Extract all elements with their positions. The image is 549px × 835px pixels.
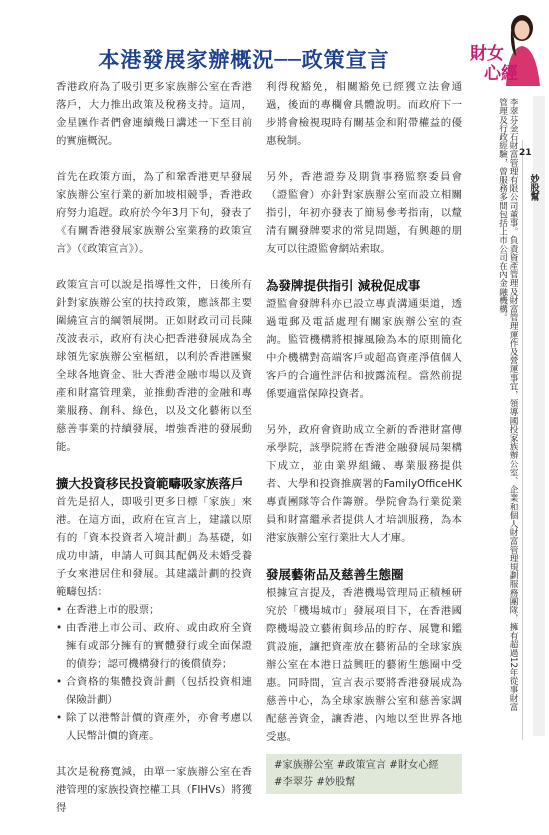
paragraph: 另外，政府會資助成立全新的香港財富傳承學院，該學院將在香港金融發展局架構下成立，並由業界組織、專業服務提供者、大學和投資推廣署的FamilyOfficeHK專責團隊等合作籌辦。學院會為行業從業員和財富繼承者提供人才培訓服務，為本港家族辦公室行業壯大人才庫。 xyxy=(266,424,462,544)
paragraph: 根據宣言提及，香港機場管理局正積極研究於「機場城市」發展項目下，在香港國際機場設立藝術與珍品的貯存、展覽和鑑賞設施，讓把資產放在藝術品的全球家族辦公室在本港日益興旺的藝術生態圈中受惠。同時間，宣言表示要將香港發展成為慈善中心，為全球家族辦公室和慈善家調配慈善資金，讓香港、內地以至世界各地受惠。 xyxy=(266,587,462,743)
paragraph: 政策宣言可以說是指導性文件，日後所有針對家族辦公室的扶持政策，應該都主要圍繞宣言的綱領展開。正如財政司司長陳茂波表示，政府有決心把香港發展成為全球領先家族辦公室樞紐，以利於香港匯聚全球各地資金、壯大香港金融市場以及資產和財富管理業，並推動香港的金融和專業服務、創科、綠色，以及文化藝術以至慈善事業的持續發展，增強香港的發展動能。 xyxy=(56,279,252,453)
hashtag-box xyxy=(266,754,462,794)
page-number: 21 xyxy=(519,148,532,158)
list-item: • 合資格的集體投資計劃（包括投資相連保險計劃） xyxy=(56,673,252,709)
article-column-right xyxy=(266,78,462,794)
bullet-icon: • xyxy=(56,676,63,688)
bullet-icon: • xyxy=(56,712,63,724)
paragraph: 首先在政策方面，為了和鞏香港更早發展家族辦公室行業的新加坡相競爭，香港政府努力追趕。政府於今年3月下旬，發表了《有關香港發展家族辦公室業務的政策宣言》（《政策宣言》）。 xyxy=(56,171,252,255)
section-heading: 發展藝術品及慈善生態圈 xyxy=(266,567,404,582)
paragraph: 證監會發牌科亦已設立專責溝通渠道，透過電郵及電話處理有關家族辦公室的查詢。監管機構將根據風險為本的原則簡化中介機構對高端客戶或超高資產淨值個人客戶的合適性評估和披露流程。當然前提係要適當保障投資者。 xyxy=(266,298,462,400)
hashtag[interactable]: #政策宣言 xyxy=(336,760,387,771)
section-heading: 擴大投資移民投資範疇吸家族落戶 xyxy=(56,476,244,491)
divider xyxy=(522,140,523,740)
list-item: • 在香港上市的股票； xyxy=(56,601,252,619)
bullet-list xyxy=(56,601,252,745)
page-title: 本港發展家辦概況──政策宣言 xyxy=(98,48,390,72)
hashtag[interactable]: #李翠芬 xyxy=(274,777,314,788)
author-bio: 李翠芬金石財富管理有限公司董事。負責資產管理及財富管理運作及營運事宜，領導國投家族辦公室、企業和個人財富管理規劃服務團隊，擁有超過12年從事財富管理及行政經驗，曾服務多間包括上市公司在內金融機構。 xyxy=(497,98,518,711)
list-item: • 由香港上市公司、政府、或由政府全資擁有或部分擁有的實體發行或全面保證的債券；認可機構發行的後償債券； xyxy=(56,619,252,673)
section-heading: 為發牌提供指引 減稅促成事 xyxy=(266,278,421,293)
paragraph: 香港政府為了吸引更多家族辦公室在香港落戶，大力推出政策及稅務支持。這周，金星匯作者們會連續幾日講述一下至目前的實施概況。 xyxy=(56,81,252,147)
list-item: • 除了以港幣計價的資產外，亦會考慮以人民幣計價的資產。 xyxy=(56,709,252,745)
paragraph: 另外，香港證券及期貨事務監察委員會（證監會）亦針對家族辦公室而設立相關指引，年初亦發表了簡易參考指南，以釐清有關發牌要求的常見問題，有興趣的朋友可以往證監會網站索取。 xyxy=(266,171,462,255)
paragraph: 利得稅豁免，相關豁免已經獲立法會通過，後面的專欄會具體說明。而政府下一步將會檢視現時有關基金和附帶權益的優惠稅制。 xyxy=(266,81,462,147)
hashtag[interactable]: #財女心經 xyxy=(389,760,439,771)
article-column-left xyxy=(56,78,252,835)
bullet-icon: • xyxy=(56,604,63,616)
paragraph: 首先是招人，即吸引更多日標「家族」來港。在這方面，政府在宣言上，建議以原有的「資本投資者入境計劃」為基礎，如成功申請，申請人可與其配偶及未婚受養子女來港居住和發展。其建議計劃的投資範疇包括： xyxy=(56,496,252,598)
bullet-icon: • xyxy=(56,622,63,634)
hashtag[interactable]: #妙股幫 xyxy=(316,777,356,788)
hashtag[interactable]: #家族辦公室 xyxy=(274,760,334,771)
column-logo: 財女 心經 xyxy=(470,44,518,84)
column-author-tag: 妙股幫 xyxy=(528,174,539,201)
paragraph: 其次是稅務寬減，由單一家族辦公室在香港管理的家族投資控權工具（FIHVs）將獲得 xyxy=(56,766,252,814)
